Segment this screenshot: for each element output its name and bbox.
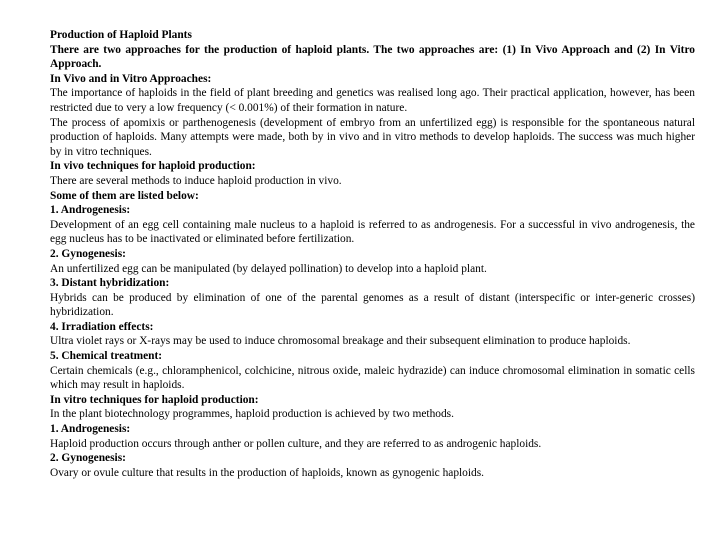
approaches-heading: In Vivo and in Vitro Approaches: [50,72,212,85]
in-vivo-gynogenesis-heading: 2. Gynogenesis: [50,247,126,260]
in-vitro-androgenesis-text: Haploid production occurs through anther or pollen culture, and they are referred to as androgenic haploids. [50,437,542,450]
in-vivo-androgenesis-heading: 1. Androgenesis: [50,204,131,217]
in-vitro-androgenesis-heading: 1. Androgenesis: [50,423,131,436]
in-vivo-heading: In vivo techniques for haploid production: [50,160,256,173]
approaches-paragraph-1: The importance of haploids in the field of plant breeding and genetics was realised long ago. Their practical application, however, has been restricted due to very a low frequency (< 0.001%) of their formation in nature. [50,87,695,114]
irradiation-effects-heading: 4. Irradiation effects: [50,320,154,333]
document-title: Production of Haploid Plants [50,29,192,41]
intro-statement: There are two approaches for the production of haploid plants. The two approaches are: (1) In Vivo Approach and (2) In Vitro Approach. [50,43,695,71]
irradiation-effects-text: Ultra violet rays or X-rays may be used to induce chromosomal breakage and their subsequent elimination to produce haploids. [50,335,631,348]
document-body [50,28,695,480]
in-vitro-gynogenesis-heading: 2. Gynogenesis: [50,452,126,465]
in-vivo-androgenesis-text: Development of an egg cell containing male nucleus to a haploid is referred to as androgenesis. For a successful in vivo androgenesis, the egg nucleus has to be inactivated or eliminated before fertilization. [50,218,695,246]
in-vitro-text: In the plant biotechnology programmes, haploid production is achieved by two methods. [50,408,454,421]
approaches-paragraph-2: The process of apomixis or parthenogenesis (development of embryo from an unfertilized egg) is responsible for the spontaneous natural production of haploids. Many attempts were made, both by in vivo and in vitro methods to develop haploids. The success was much higher by in vitro techniques. [50,116,695,158]
in-vivo-gynogenesis-text: An unfertilized egg can be manipulated (by delayed pollination) to develop into a haploid plant. [50,262,487,275]
distant-hybridization-heading: 3. Distant hybridization: [50,277,170,290]
chemical-treatment-heading: 5. Chemical treatment: [50,350,163,363]
in-vitro-gynogenesis-text: Ovary or ovule culture that results in the production of haploids, known as gynogenic haploids. [50,466,485,479]
chemical-treatment-text: Certain chemicals (e.g., chloramphenicol, colchicine, nitrous oxide, maleic hydrazide) can induce chromosomal elimination in somatic cells which may result in haploids. [50,364,695,392]
in-vitro-heading: In vitro techniques for haploid production: [50,393,259,406]
in-vivo-text: There are several methods to induce haploid production in vivo. [50,174,342,187]
distant-hybridization-text: Hybrids can be produced by elimination of one of the parental genomes as a result of distant (interspecific or inter-generic crosses) hybridization. [50,291,695,319]
in-vivo-list-heading: Some of them are listed below: [50,189,199,202]
